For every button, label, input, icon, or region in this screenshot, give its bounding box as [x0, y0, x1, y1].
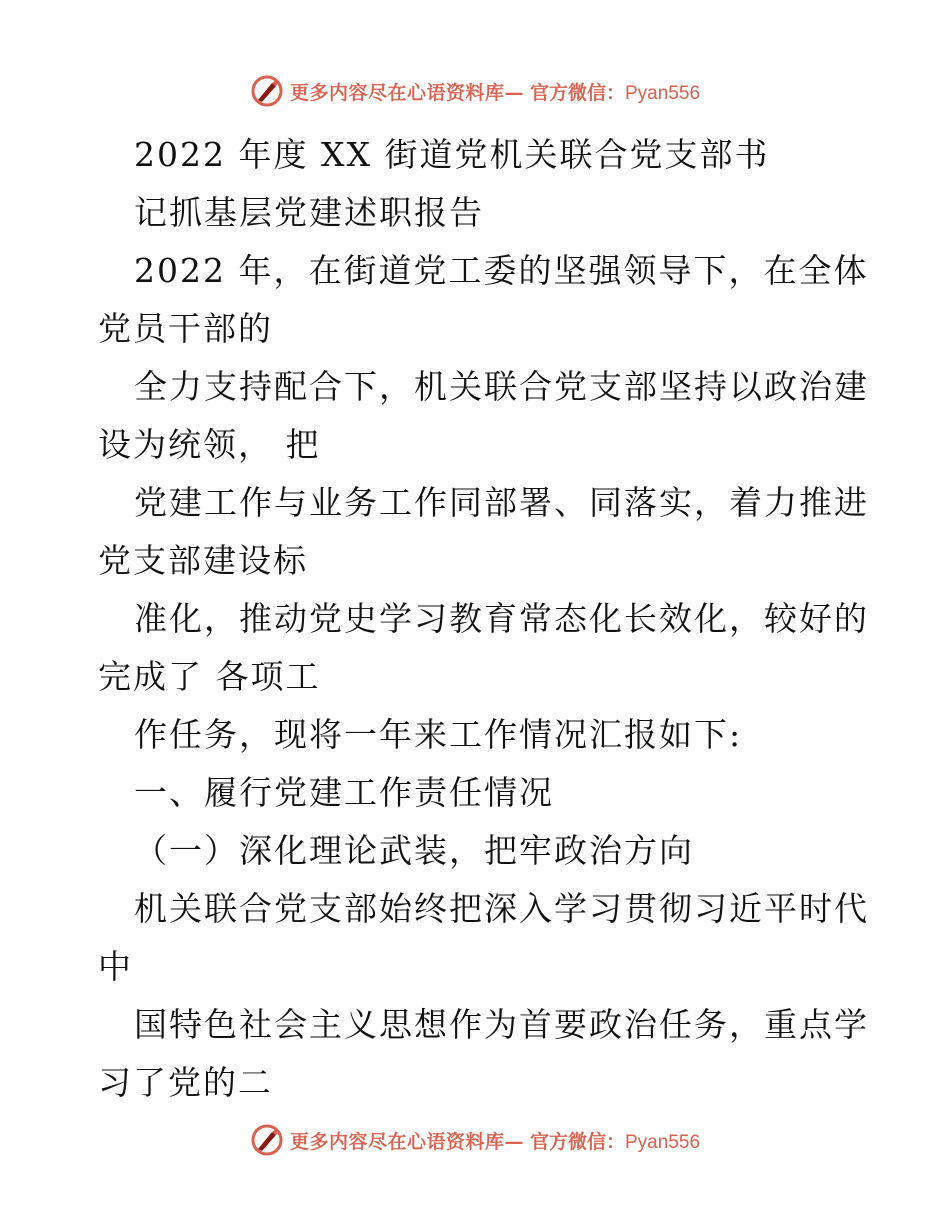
watermark-banner-bottom	[0, 1120, 950, 1160]
watermark-banner-top	[0, 71, 950, 111]
document-body	[98, 126, 869, 1112]
text-line: 机关联合党支部始终把深入学习贯彻习近平时代	[134, 889, 869, 928]
quill-seal-icon	[250, 1123, 284, 1157]
text-line: 2022 年度 XX 街道党机关联合党支部书	[134, 135, 770, 174]
watermark-contact: 官方微信：Pyan556	[529, 1130, 701, 1153]
watermark-contact: 官方微信：Pyan556	[529, 81, 701, 104]
text-line: 设为统领， 把	[98, 425, 321, 464]
text-line: 国特色社会主义思想作为首要政治任务，重点学	[134, 1005, 869, 1044]
text-line: 全力支持配合下，机关联合党支部坚持以政治建	[134, 367, 869, 406]
text-line: 完成了 各项工	[98, 657, 321, 696]
text-line: 作任务，现将一年来工作情况汇报如下:	[134, 715, 743, 754]
quill-seal-icon	[250, 74, 284, 108]
text-line: 2022 年，在街道党工委的坚强领导下，在全体	[134, 251, 869, 290]
text-line: 党建工作与业务工作同部署、同落实，着力推进	[134, 483, 869, 522]
watermark-brand: 更多内容尽在心语资料库—	[289, 1130, 524, 1153]
text-line: 中	[98, 947, 133, 986]
text-line: 准化，推动党史学习教育常态化长效化，较好的	[134, 599, 869, 638]
watermark-brand: 更多内容尽在心语资料库—	[289, 81, 524, 104]
text-line: 一、履行党建工作责任情况	[134, 773, 554, 812]
text-line: 党员干部的	[98, 309, 273, 348]
text-line: 习了党的二	[98, 1063, 273, 1102]
text-line: 记抓基层党建述职报告	[134, 193, 484, 232]
text-line: （一）深化理论武装，把牢政治方向	[134, 831, 694, 870]
text-line: 党支部建设标	[98, 541, 308, 580]
